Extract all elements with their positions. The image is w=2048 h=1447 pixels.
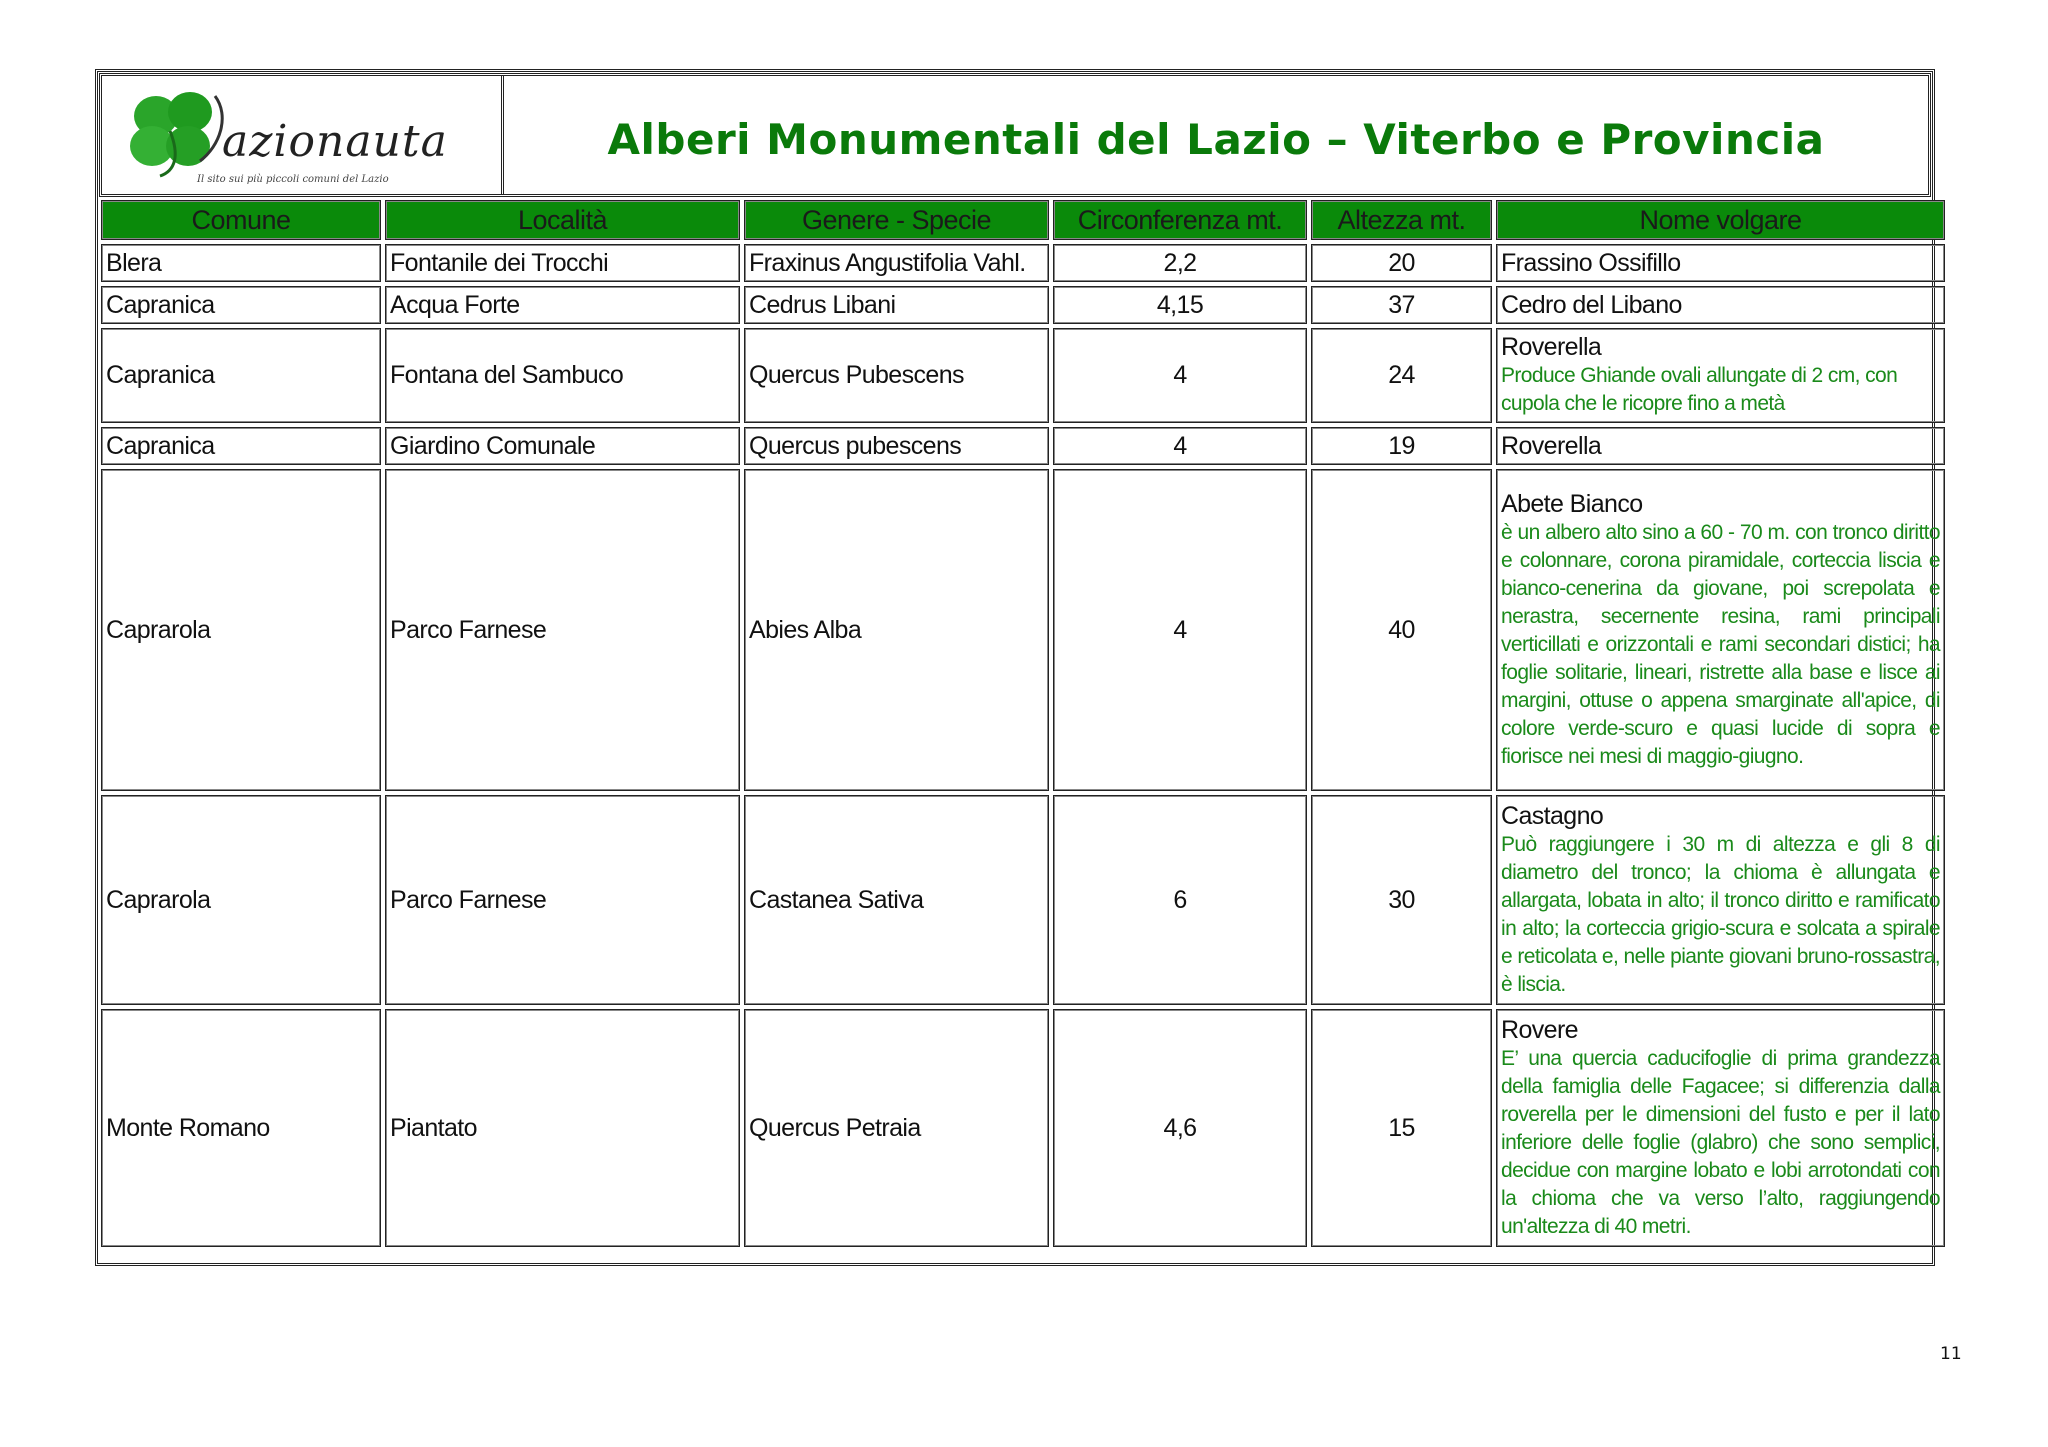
column-header-circonferenza: Circonferenza mt. xyxy=(1053,200,1307,240)
cell-altezza: 20 xyxy=(1311,244,1492,282)
cell-specie: Fraxinus Angustifolia Vahl. xyxy=(744,244,1049,282)
cell-altezza: 37 xyxy=(1311,286,1492,324)
cell-localita: Fontanile dei Trocchi xyxy=(385,244,740,282)
table-header-row xyxy=(101,200,1945,240)
column-header-comune: Comune xyxy=(101,200,381,240)
cell-nome-volgare xyxy=(1496,244,1945,282)
document-header xyxy=(99,73,1931,197)
cell-localita: Fontana del Sambuco xyxy=(385,328,740,423)
column-header-nome-volgare: Nome volgare xyxy=(1496,200,1945,240)
cell-specie: Cedrus Libani xyxy=(744,286,1049,324)
cell-comune: Blera xyxy=(101,244,381,282)
common-name: Roverella xyxy=(1501,333,1602,361)
tree-description: è un albero alto sino a 60 - 70 m. con tronco diritto e colonnare, corona piramidale, corteccia liscia e bianco-cenerina da giovane, poi screpolata e nerastra, secernente resina, rami principali verticillati e orizzontali e rami secondari distici; ha foglie solitarie, lineari, ristrette alla base e lisce ai margini, ottuse o appena smarginate all'apice, di colore verde-scuro e quasi lucide di sopra e fiorisce nei mesi di maggio-giugno. xyxy=(1501,520,1940,768)
table-row xyxy=(101,427,1945,465)
logo xyxy=(102,76,504,194)
cell-circonferenza: 2,2 xyxy=(1053,244,1307,282)
common-name: Castagno xyxy=(1501,801,1604,830)
cell-specie: Quercus pubescens xyxy=(744,427,1049,465)
cell-comune: Capranica xyxy=(101,286,381,324)
cell-specie: Castanea Sativa xyxy=(744,795,1049,1005)
page-number: 11 xyxy=(1940,1344,1962,1364)
cell-localita: Piantato xyxy=(385,1009,740,1247)
column-header-localita: Località xyxy=(385,200,740,240)
common-name: Abete Bianco xyxy=(1501,489,1643,518)
table-row xyxy=(101,286,1945,324)
cell-nome-volgare xyxy=(1496,427,1945,465)
table-row xyxy=(101,469,1945,791)
cell-comune: Capranica xyxy=(101,328,381,423)
common-name: Rovere xyxy=(1501,1015,1578,1044)
tree-description: Può raggiungere i 30 m di altezza e gli 8 di diametro del tronco; la chioma è allungata e allargata, lobata in alto; il tronco diritto e ramificato in alto; la corteccia grigio-scura e solcata a spirale e reticolata e, nelle piante giovani bruno-rossastra, è liscia. xyxy=(1501,832,1940,996)
cell-specie: Quercus Pubescens xyxy=(744,328,1049,423)
cell-altezza: 30 xyxy=(1311,795,1492,1005)
cell-nome-volgare xyxy=(1496,795,1945,1005)
cell-localita: Parco Farnese xyxy=(385,795,740,1005)
common-name: Cedro del Libano xyxy=(1501,290,1682,319)
common-name: Roverella xyxy=(1501,431,1602,460)
cell-altezza: 24 xyxy=(1311,328,1492,423)
logo-name: azionauta xyxy=(222,116,448,167)
cell-localita: Acqua Forte xyxy=(385,286,740,324)
cell-circonferenza: 4 xyxy=(1053,328,1307,423)
cell-altezza: 15 xyxy=(1311,1009,1492,1247)
clover-logo-icon xyxy=(120,86,232,178)
cell-nome-volgare xyxy=(1496,1009,1945,1247)
cell-comune: Caprarola xyxy=(101,469,381,791)
table-row xyxy=(101,795,1945,1005)
trees-table xyxy=(97,196,1949,1251)
table-row xyxy=(101,328,1945,423)
logo-tagline: Il sito sui più piccoli comuni del Lazio xyxy=(197,174,389,185)
cell-nome-volgare xyxy=(1496,328,1945,423)
cell-comune: Monte Romano xyxy=(101,1009,381,1247)
page-title: Alberi Monumentali del Lazio – Viterbo e Provincia xyxy=(607,114,1825,164)
cell-circonferenza: 4,6 xyxy=(1053,1009,1307,1247)
cell-altezza: 19 xyxy=(1311,427,1492,465)
cell-circonferenza: 6 xyxy=(1053,795,1307,1005)
cell-nome-volgare xyxy=(1496,469,1945,791)
cell-specie: Abies Alba xyxy=(744,469,1049,791)
cell-localita: Parco Farnese xyxy=(385,469,740,791)
cell-comune: Capranica xyxy=(101,427,381,465)
column-header-altezza: Altezza mt. xyxy=(1311,200,1492,240)
cell-specie: Quercus Petraia xyxy=(744,1009,1049,1247)
common-name: Frassino Ossifillo xyxy=(1501,248,1681,277)
cell-circonferenza: 4 xyxy=(1053,469,1307,791)
column-header-specie: Genere - Specie xyxy=(744,200,1049,240)
table-row xyxy=(101,1009,1945,1247)
tree-description: Produce Ghiande ovali allungate di 2 cm, con cupola che le ricopre fino a metà xyxy=(1501,364,1898,415)
cell-localita: Giardino Comunale xyxy=(385,427,740,465)
cell-altezza: 40 xyxy=(1311,469,1492,791)
table-row xyxy=(101,244,1945,282)
tree-description: E’ una quercia caducifoglie di prima grandezza della famiglia delle Fagacee; si differenzia dalla roverella per le dimensioni del fusto e per il lato inferiore delle foglie (glabro) che sono semplici, decidue con margine lobato e lobi arrotondati con la chioma che va verso l’alto, raggiungendo un'altezza di 40 metri. xyxy=(1501,1046,1940,1238)
title-cell xyxy=(504,76,1928,194)
cell-nome-volgare xyxy=(1496,286,1945,324)
cell-circonferenza: 4 xyxy=(1053,427,1307,465)
cell-comune: Caprarola xyxy=(101,795,381,1005)
cell-circonferenza: 4,15 xyxy=(1053,286,1307,324)
